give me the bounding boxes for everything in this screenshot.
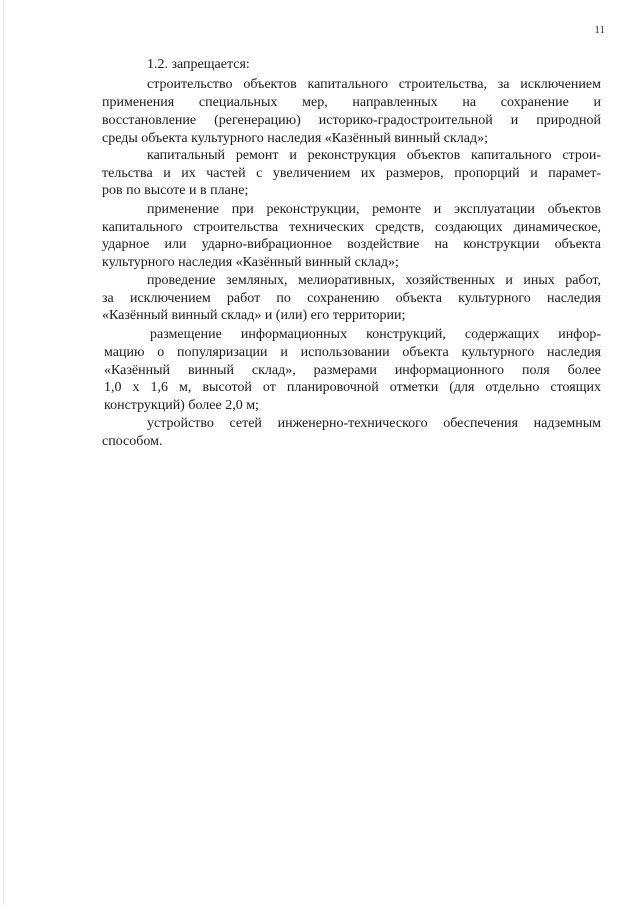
text-line: ров по высоте и в плане; xyxy=(102,183,249,198)
text-line: ударное или ударно-вибрационное воздействие на конструкции объекта xyxy=(102,237,601,252)
text-line: среды объекта культурного наследия «Казённый винный склад»; xyxy=(102,131,488,146)
text-line: капитальный ремонт и реконструкция объектов капитального строи- xyxy=(147,148,601,163)
page-number: 11 xyxy=(594,24,605,36)
section-heading: 1.2. запрещается: xyxy=(147,57,250,72)
text-line: применения специальных мер, направленных на сохранение и xyxy=(102,95,601,110)
text-line: «Казённый винный склад» и (или) его территории; xyxy=(102,308,406,323)
text-line: культурного наследия «Казённый винный склад»; xyxy=(102,255,399,270)
text-line: за исключением работ по сохранению объекта культурного наследия xyxy=(102,291,601,306)
text-line: проведение земляных, мелиоративных, хозяйственных и иных работ, xyxy=(147,273,601,288)
text-line: применение при реконструкции, ремонте и эксплуатации объектов xyxy=(147,202,601,217)
text-line: устройство сетей инженерно-технического обеспечения надземным xyxy=(147,416,601,431)
text-line: «Казённый винный склад», размерами информационного поля более xyxy=(104,363,601,378)
text-line: строительство объектов капитального строительства, за исключением xyxy=(147,77,601,92)
text-line: восстановление (регенерацию) историко-градостроительной и природной xyxy=(102,113,601,128)
text-line: 1,0 х 1,6 м, высотой от планировочной отметки (для отдельно стоящих xyxy=(104,380,601,395)
text-line: тельства и их частей с увеличением их размеров, пропорций и парамет- xyxy=(102,166,601,181)
text-line: способом. xyxy=(102,434,163,449)
text-line: капитального строительства технических средств, создающих динамическое, xyxy=(102,220,601,235)
text-line: конструкций) более 2,0 м; xyxy=(104,398,259,413)
page-edge-shadow xyxy=(3,0,4,905)
text-line: размещение информационных конструкций, содержащих инфор- xyxy=(150,327,601,342)
text-line: мацию о популяризации и использовании объекта культурного наследия xyxy=(104,345,601,360)
